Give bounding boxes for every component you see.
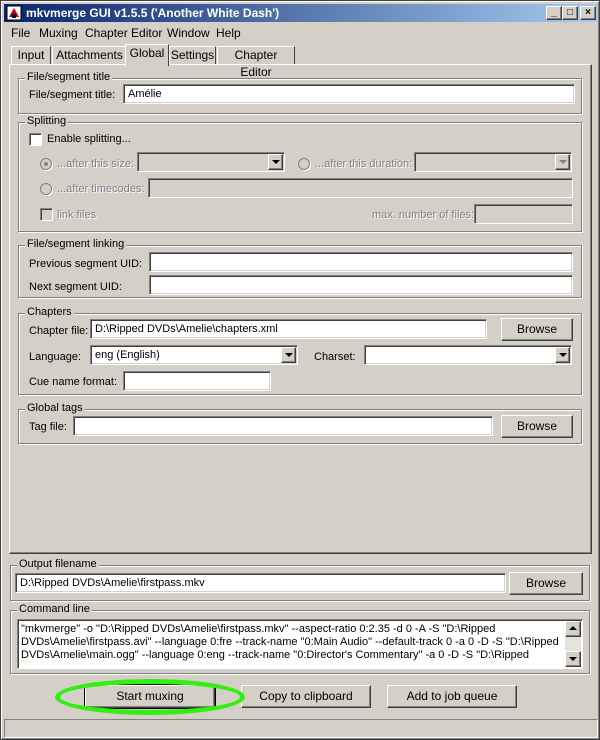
split-after-size-radio[interactable] (40, 158, 52, 170)
output-filename-group (10, 558, 590, 601)
tag-browse-button[interactable]: Browse (501, 415, 573, 438)
split-after-size-label: ...after this size: (57, 158, 135, 170)
chevron-down-icon[interactable] (268, 154, 283, 170)
link-files-label: link files (57, 209, 97, 221)
prev-segment-uid-input[interactable] (149, 252, 573, 272)
menu-help[interactable]: Help (216, 26, 241, 40)
file-segment-title-input[interactable]: Amélie (123, 84, 575, 104)
copy-to-clipboard-button[interactable]: Copy to clipboard (241, 685, 371, 708)
scroll-up-icon[interactable] (565, 621, 581, 637)
language-value: eng (English) (95, 349, 160, 361)
charset-dropdown[interactable] (364, 345, 572, 365)
max-files-label: max. number of files: (372, 209, 475, 221)
segment-linking-group (18, 238, 582, 298)
group-label: Command line (19, 603, 90, 615)
split-duration-dropdown[interactable] (414, 152, 572, 172)
file-segment-title-group (18, 71, 582, 114)
enable-splitting-label: Enable splitting... (47, 133, 131, 145)
prev-segment-uid-label: Previous segment UID: (29, 258, 143, 270)
cue-name-format-label: Cue name format: (29, 376, 118, 388)
title-bar[interactable] (4, 4, 598, 22)
menu-muxing[interactable]: Muxing (39, 26, 78, 40)
close-button[interactable]: × (580, 6, 596, 20)
command-line-text-3: DVDs\Amelie\main.ogg" --language 0:eng --track-name "0:Director's Commentary" -a 0 -D -S "D:\Ripped (21, 649, 530, 661)
tab-global[interactable]: Global (125, 44, 169, 66)
group-label: Splitting (27, 115, 67, 127)
language-dropdown[interactable] (90, 345, 298, 365)
max-files-input[interactable] (474, 204, 573, 224)
group-label: Chapters (27, 306, 72, 318)
group-label: File/segment linking (27, 238, 125, 250)
next-segment-uid-input[interactable] (149, 275, 573, 295)
chevron-down-icon[interactable] (555, 154, 570, 170)
tab-input[interactable]: Input (11, 46, 51, 65)
chapter-file-label: Chapter file: (29, 325, 89, 337)
cue-name-format-input[interactable] (123, 371, 271, 391)
chapter-browse-button[interactable]: Browse (501, 318, 573, 341)
tag-file-input[interactable] (73, 416, 493, 436)
global-tab-panel (9, 64, 592, 554)
group-label: Output filename (19, 558, 97, 570)
minimize-button[interactable]: _ (546, 6, 562, 20)
command-line-scrollbar[interactable] (565, 621, 581, 667)
window-title: mkvmerge GUI v1.5.5 ('Another White Dash') (26, 6, 280, 20)
split-timecodes-input[interactable] (148, 178, 573, 198)
chapter-file-input[interactable]: D:\Ripped DVDs\Amelie\chapters.xml (90, 319, 487, 339)
tab-settings[interactable]: Settings (169, 46, 216, 65)
maximize-button[interactable]: □ (562, 6, 578, 20)
split-size-dropdown[interactable] (137, 152, 285, 172)
output-filename-input[interactable]: D:\Ripped DVDs\Amelie\firstpass.mkv (15, 573, 506, 593)
language-label: Language: (29, 351, 81, 363)
status-bar (4, 719, 598, 738)
add-to-job-queue-button[interactable]: Add to job queue (387, 685, 517, 708)
menu-chapter-editor[interactable]: Chapter Editor (85, 26, 163, 40)
group-label: File/segment title (27, 71, 111, 83)
next-segment-uid-label: Next segment UID: (29, 281, 122, 293)
group-label: Global tags (27, 402, 83, 414)
chevron-down-icon[interactable] (281, 347, 296, 363)
command-line-text-2: DVDs\Amelie\firstpass.avi" --language 0:fre --track-name "0:Main Audio" --default-track 0 -a 0 -D -S "D:\Ripped (21, 636, 559, 648)
splitting-group (18, 115, 582, 232)
menu-bar (4, 23, 598, 42)
chevron-down-icon[interactable] (555, 347, 570, 363)
command-line-textbox[interactable] (17, 619, 583, 669)
menu-window[interactable]: Window (167, 26, 210, 40)
split-after-duration-radio[interactable] (298, 158, 310, 170)
command-line-text-1: "mkvmerge" -o "D:\Ripped DVDs\Amelie\firstpass.mkv" --aspect-ratio 0:2.35 -d 0 -A -S "D:\Ripped (21, 623, 496, 635)
mkvmerge-app-icon (6, 5, 22, 21)
start-muxing-button[interactable]: Start muxing (85, 685, 215, 708)
chapters-group (18, 306, 582, 395)
tag-file-label: Tag file: (29, 421, 67, 433)
charset-label: Charset: (314, 351, 356, 363)
scroll-down-icon[interactable] (565, 651, 581, 667)
tab-chapter-editor[interactable]: Chapter Editor (217, 46, 295, 65)
split-after-timecodes-radio[interactable] (40, 183, 52, 195)
global-tags-group (18, 402, 582, 444)
link-files-checkbox[interactable] (40, 208, 53, 221)
enable-splitting-checkbox[interactable] (29, 133, 42, 146)
split-after-timecodes-label: ...after timecodes: (57, 183, 145, 195)
output-browse-button[interactable]: Browse (509, 572, 583, 595)
file-segment-title-label: File/segment title: (29, 89, 116, 101)
tab-attachments[interactable]: Attachments (52, 46, 127, 65)
split-after-duration-label: ...after this duration: (315, 158, 413, 170)
menu-file[interactable]: File (11, 26, 31, 40)
